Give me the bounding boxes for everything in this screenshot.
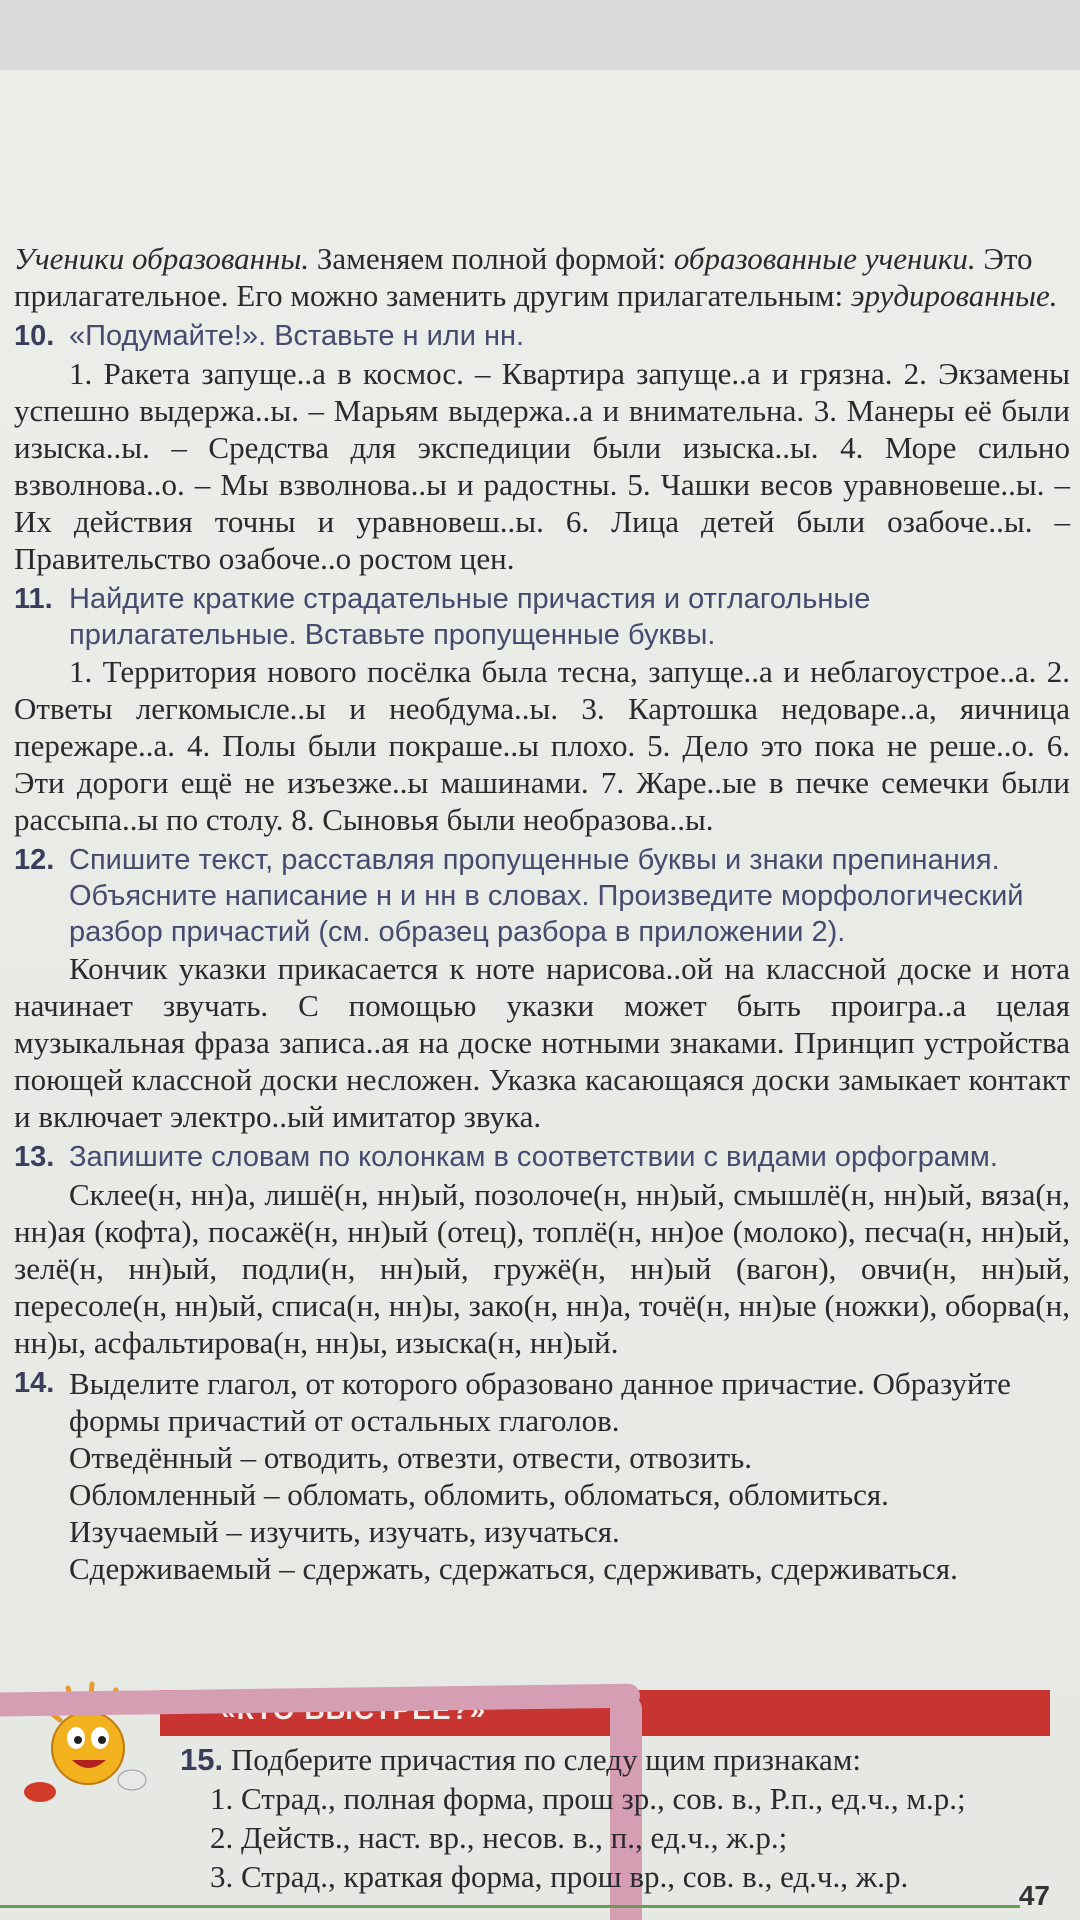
exercise-11 bbox=[14, 581, 1070, 838]
page-number: 47 bbox=[1018, 1880, 1050, 1911]
exercise-15-number: 15. bbox=[180, 1742, 224, 1777]
exercise-11-instruction: Найдите краткие страдательные причастия и отглагольные прилагательные. Вставьте пропущенные буквы. bbox=[69, 583, 871, 651]
exercise-12-instruction: Спишите текст, расставляя пропущенные буквы и знаки препинания. Объясните написание н и нн в словах. Произведите морфологический разбор причастий (см. образец разбора в приложении 2). bbox=[69, 844, 1024, 948]
exercise-11-number: 11. bbox=[14, 583, 53, 615]
exercise-10-number: 10. bbox=[14, 320, 55, 352]
intro-italic-1: Ученики образованны. bbox=[14, 241, 310, 276]
exercise-14-instruction: Выделите глагол, от которого образовано данное причастие. Образуйте формы причастий от остальных глаголов. bbox=[69, 1366, 1011, 1438]
textbook-page bbox=[0, 70, 1080, 1920]
exercise-15 bbox=[180, 1740, 1060, 1896]
intro-italic-3: эрудированные. bbox=[850, 278, 1058, 313]
exercise-15-item: 1. Страд., полная форма, прош зр., сов. в., Р.п., ед.ч., м.р.; bbox=[210, 1781, 966, 1816]
exercise-12 bbox=[14, 842, 1070, 1135]
exercise-12-text: Кончик указки прикасается к ноте нарисова..ой на классной доске и нота начинает звучать. С помощью указки может быть проигра..а целая музыкальная фраза записа..ая на доске нотными знаками. Принцип устройства поющей классной доски несложен. Указка касающаяся доски замыкает контакт и включает электро..ый имитатор звука. bbox=[14, 951, 1070, 1134]
exercise-14 bbox=[14, 1365, 1070, 1587]
exercise-13-text: Склее(н, нн)а, лишё(н, нн)ый, позолоче(н, нн)ый, смышлё(н, нн)ый, вяза(н, нн)ая (кофта), посажё(н, нн)ый (отец), топлё(н, нн)ое (молоко), песча(н, нн)ый, зелё(н, нн)ый, подли(н, нн)ый, гружё(н, нн)ый (вагон), овчи(н, нн)ый, пересоле(н, нн)ый, списа(н, нн)ы, зако(н, нн)а, точё(н, нн)ые (ножки), оборва(н, нн)ы, асфальтирова(н, нн)ы, изыска(н, нн)ый. bbox=[14, 1177, 1070, 1360]
exercise-14-line: Обломленный – обломать, обломить, обломаться, обломиться. bbox=[69, 1477, 889, 1512]
exercise-15-item: 3. Страд., краткая форма, прош вр., сов. в., ед.ч., ж.р. bbox=[210, 1859, 909, 1894]
exercise-13 bbox=[14, 1139, 1070, 1361]
page-content bbox=[14, 240, 1070, 1587]
intro-text-2: Это bbox=[975, 241, 1033, 276]
exercise-15-instruction: Подберите причастия по следу щим признакам: bbox=[230, 1742, 861, 1777]
exercise-14-line: Изучаемый – изучить, изучать, изучаться. bbox=[69, 1514, 620, 1549]
exercise-10-text: 1. Ракета запуще..а в космос. – Квартира запуще..а и грязна. 2. Экзамены успешно выдержа..ы. – Марьям выдержа..а и внимательна. 3. Манеры её были изыска..ы. – Средства для экспедиции были изыска..ы. 4. Море сильно взволнова..о. – Мы взволнова..ы и радостны. 5. Чашки весов уравновеше..ы. – Их действия точны и уравновеш..ы. 6. Лица детей были озабоче..ы. – Правительство озабоче..о ростом цен. bbox=[14, 356, 1070, 576]
exercise-12-number: 12. bbox=[14, 844, 55, 876]
exercise-13-number: 13. bbox=[14, 1141, 55, 1173]
exercise-11-text: 1. Территория нового посёлка была тесна, запуще..а и неблагоустрое..а. 2. Ответы легкомысле..ы и необдума..ы. 3. Картошка недоваре..а, яичница пережаре..а. 4. Полы были покраше..ы плохо. 5. Дело это пока не реше..о. 6. Эти дороги ещё не изъезже..ы машинами. 7. Жаре..ые в печке семечки были рассыпа..ы по столу. 8. Сыновья были необразова..ы. bbox=[14, 654, 1070, 837]
intro-text-3: прилагательное. Его можно заменить другим прилагательным: bbox=[14, 278, 851, 313]
exercise-14-line: Отведённый – отводить, отвезти, отвести, отвозить. bbox=[69, 1440, 753, 1475]
intro-text-1: Заменяем полной формой: bbox=[309, 241, 674, 276]
exercise-13-instruction: Запишите словам по колонкам в соответствии с видами орфограмм. bbox=[69, 1141, 998, 1173]
exercise-10 bbox=[14, 318, 1070, 577]
exercise-10-instruction: «Подумайте!». Вставьте н или нн. bbox=[69, 320, 525, 352]
exercise-15-item: 2. Действ., наст. вр., несов. в., п., ед.ч., ж.р.; bbox=[210, 1820, 788, 1855]
exercise-14-line: Сдерживаемый – сдержать, сдержаться, сдерживать, сдерживаться. bbox=[69, 1551, 958, 1586]
footer-rule bbox=[0, 1905, 1020, 1908]
exercise-14-number: 14. bbox=[14, 1367, 55, 1399]
intro-italic-2: образованные ученики. bbox=[673, 241, 976, 276]
intro-paragraph bbox=[14, 240, 1070, 314]
